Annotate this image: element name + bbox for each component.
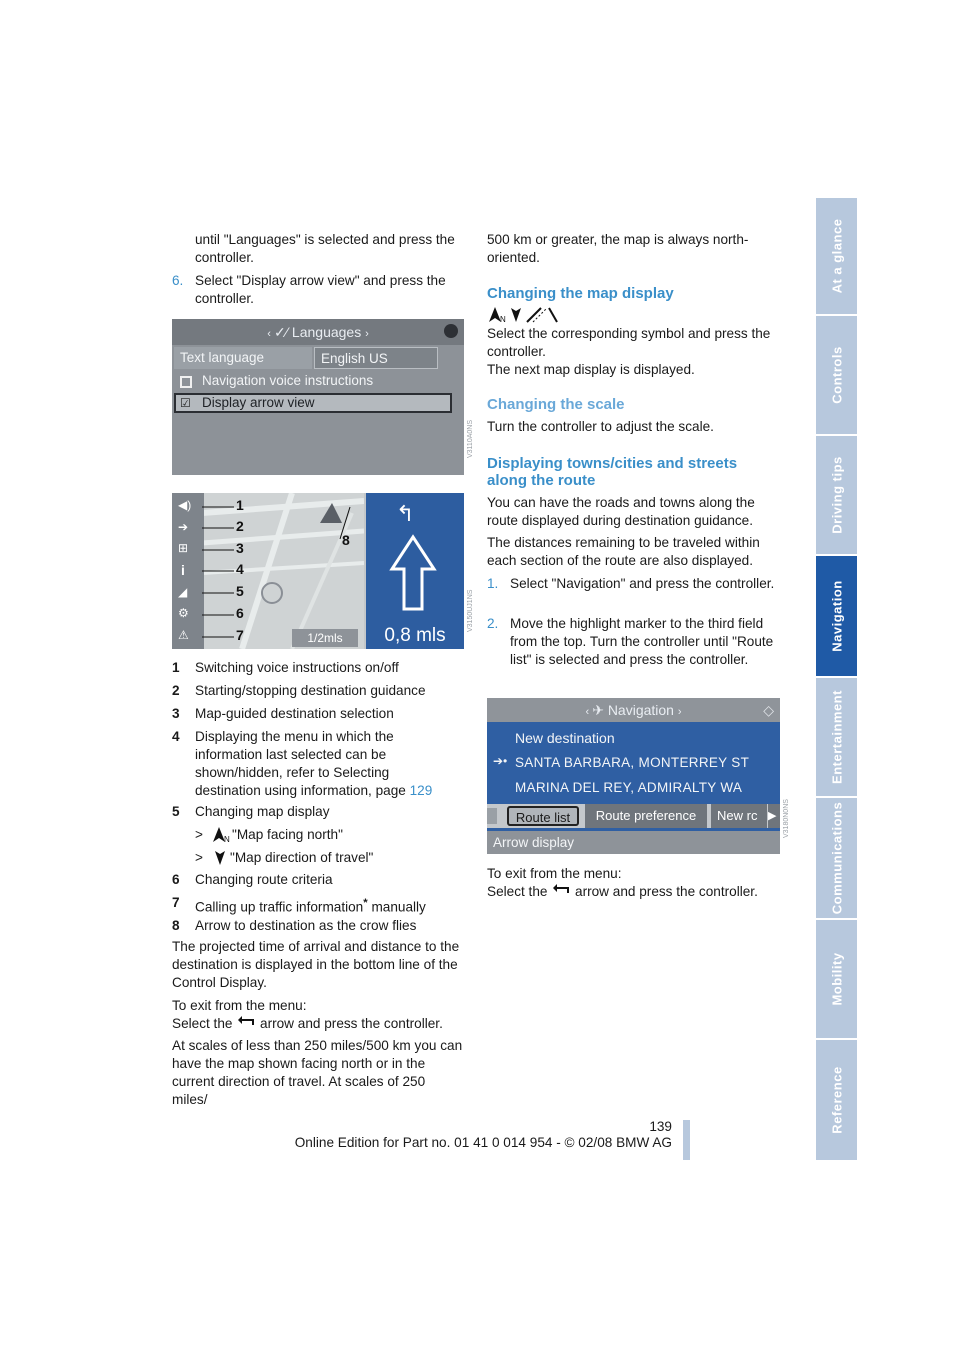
paragraph: At scales of less than 250 miles/500 km you can have the map shown facing north or in the current direction of travel. At scales of 250 miles/ (172, 1038, 463, 1107)
tab-at-a-glance[interactable]: At a glance (816, 198, 857, 316)
callout-2: 2 (236, 518, 244, 534)
exit-instruction: Select the arrow and press the controller. (487, 884, 758, 899)
paragraph: You can have the roads and towns along the route displayed during destination guidance. (487, 495, 755, 528)
tab-driving-tips[interactable]: Driving tips (816, 436, 857, 556)
map-travel-option: "Map direction of travel" (230, 850, 374, 865)
arrow-panel (366, 493, 464, 649)
voice-instructions-option[interactable]: Navigation voice instructions (202, 373, 374, 388)
callout-1: 1 (236, 497, 244, 513)
paragraph: Select the corresponding symbol and press the controller. (487, 326, 771, 359)
page-number: 139 (649, 1119, 672, 1134)
step-text: Select "Navigation" and press the controller. (510, 576, 775, 591)
svg-text:N: N (224, 835, 230, 844)
distance-display: 0,8 mls (384, 625, 446, 646)
optional-star: * (363, 897, 368, 909)
languages-screen: ‹ ✓⁄ Languages › Text language English US Navigation voice instructions ☑ Display arrow view (172, 319, 464, 475)
info-icon[interactable]: i (181, 562, 185, 578)
callout-lines (172, 493, 372, 649)
footer-text: Online Edition for Part no. 01 41 0 014 954 - © 02/08 BMW AG (294, 1135, 672, 1150)
screen-title: Languages (291, 324, 362, 340)
route-list-tab[interactable]: Route list (507, 806, 579, 826)
page-link[interactable]: 129 (409, 783, 433, 798)
voice-icon[interactable]: ◀) (178, 498, 192, 512)
callout-6: 6 (236, 605, 244, 621)
destination-item[interactable]: SANTA BARBARA, MONTERREY ST (515, 755, 750, 770)
tab-bar (487, 804, 780, 828)
tab-communications[interactable]: Communications (816, 798, 857, 920)
screen-title: Navigation (607, 702, 674, 718)
sub-bullet-gt: > (195, 827, 203, 842)
controller-icon: ◇ (763, 702, 774, 718)
nav-icon: ✈ (592, 702, 608, 718)
scroll-right-icon[interactable]: ▶ (768, 804, 780, 828)
tab-entertainment[interactable]: Entertainment (816, 678, 857, 798)
callout-3: 3 (236, 540, 244, 556)
route-criteria-icon[interactable]: ⚙ (178, 606, 189, 620)
tab-mobility[interactable]: Mobility (816, 920, 857, 1040)
map-display-icons (487, 306, 559, 324)
controller-icon (444, 324, 458, 338)
step-text: Move the highlight marker to the third field from the top. Turn the controller until "Route list" is selected and press the controller. (510, 616, 774, 667)
check-route-icon: ✓⁄ (273, 324, 289, 340)
checked-box-icon: ☑ (180, 396, 191, 410)
svg-text:N: N (500, 315, 506, 324)
continued-text: until "Languages" is selected and press the controller. (195, 232, 455, 265)
step-number: 1. (487, 576, 499, 591)
exit-text: To exit from the menu: (487, 866, 622, 881)
continued-text: 500 km or greater, the map is always north-oriented. (487, 232, 749, 265)
paragraph: The next map display is displayed. (487, 362, 695, 377)
text-language-label[interactable]: Text language (174, 347, 312, 369)
step-number: 2. (487, 616, 499, 631)
arrow-display-item[interactable]: Arrow display (487, 831, 780, 854)
heading-towns-2: along the route (487, 472, 596, 489)
map-north-option: "Map facing north" (232, 827, 343, 842)
new-route-tab[interactable]: New rc (711, 804, 767, 828)
tab-navigation[interactable]: Navigation (816, 556, 857, 678)
display-arrow-view-option[interactable]: Display arrow view (202, 395, 315, 410)
checkbox-icon[interactable] (180, 376, 192, 388)
callout-8: 8 (342, 532, 350, 548)
scale-indicator: 1/2mls (292, 629, 358, 647)
back-arrow-icon (551, 884, 571, 896)
travel-direction-icon (214, 850, 226, 866)
north-arrow-icon (212, 826, 232, 844)
navigation-screen: ‹ ✈ Navigation › ◇ New destination ➔• SANTA BARBARA, MONTERREY ST MARINA DEL REY, ADMIRALTY WA Route list Route preference New rc ▶ Arrow display (487, 698, 780, 854)
guidance-icon[interactable]: ➔ (178, 520, 189, 534)
guidance-icon: ➔• (493, 754, 508, 768)
new-destination-item[interactable]: New destination (515, 730, 615, 746)
heading-scale: Changing the scale (487, 396, 625, 413)
paragraph: The projected time of arrival and distance to the destination is displayed in the bottom line of the Control Display. (172, 939, 460, 990)
map-display-icon[interactable]: ◢ (178, 585, 188, 599)
map-arrow-screen (172, 493, 464, 649)
map-select-icon[interactable]: ⊞ (178, 541, 189, 555)
destination-item[interactable]: MARINA DEL REY, ADMIRALTY WA (515, 780, 743, 795)
traffic-info-icon[interactable]: ⚠ (178, 628, 189, 642)
heading-towns: Displaying towns/cities and streets (487, 455, 738, 472)
back-arrow-icon (236, 1016, 256, 1028)
step-text: Select "Display arrow view" and press the controller. (195, 273, 446, 306)
paragraph: The distances remaining to be traveled within each section of the route are also displayed. (487, 535, 760, 568)
tab-controls[interactable]: Controls (816, 316, 857, 436)
text-language-value[interactable]: English US (314, 347, 438, 369)
image-code-2: V3150UJ1NS (467, 589, 474, 632)
straight-arrow-icon (388, 533, 438, 613)
tab-reference[interactable]: Reference (816, 1040, 857, 1162)
exit-instruction: Select the arrow and press the controller. (172, 1016, 443, 1031)
exit-text: To exit from the menu: (172, 998, 307, 1013)
paragraph: Turn the controller to adjust the scale. (487, 419, 714, 434)
sub-bullet-gt: > (195, 850, 203, 865)
callout-7: 7 (236, 627, 244, 643)
footer-bar (683, 1120, 690, 1160)
image-code-3: V3180N0NS (783, 799, 790, 838)
turn-arrow-icon: ↰ (396, 501, 415, 526)
callout-4: 4 (236, 561, 244, 577)
image-code: V3110A0NS (467, 419, 474, 458)
step-number: 6. (172, 273, 184, 288)
callout-5: 5 (236, 583, 244, 599)
heading-map-display: Changing the map display (487, 285, 674, 302)
route-preference-tab[interactable]: Route preference (585, 804, 707, 828)
